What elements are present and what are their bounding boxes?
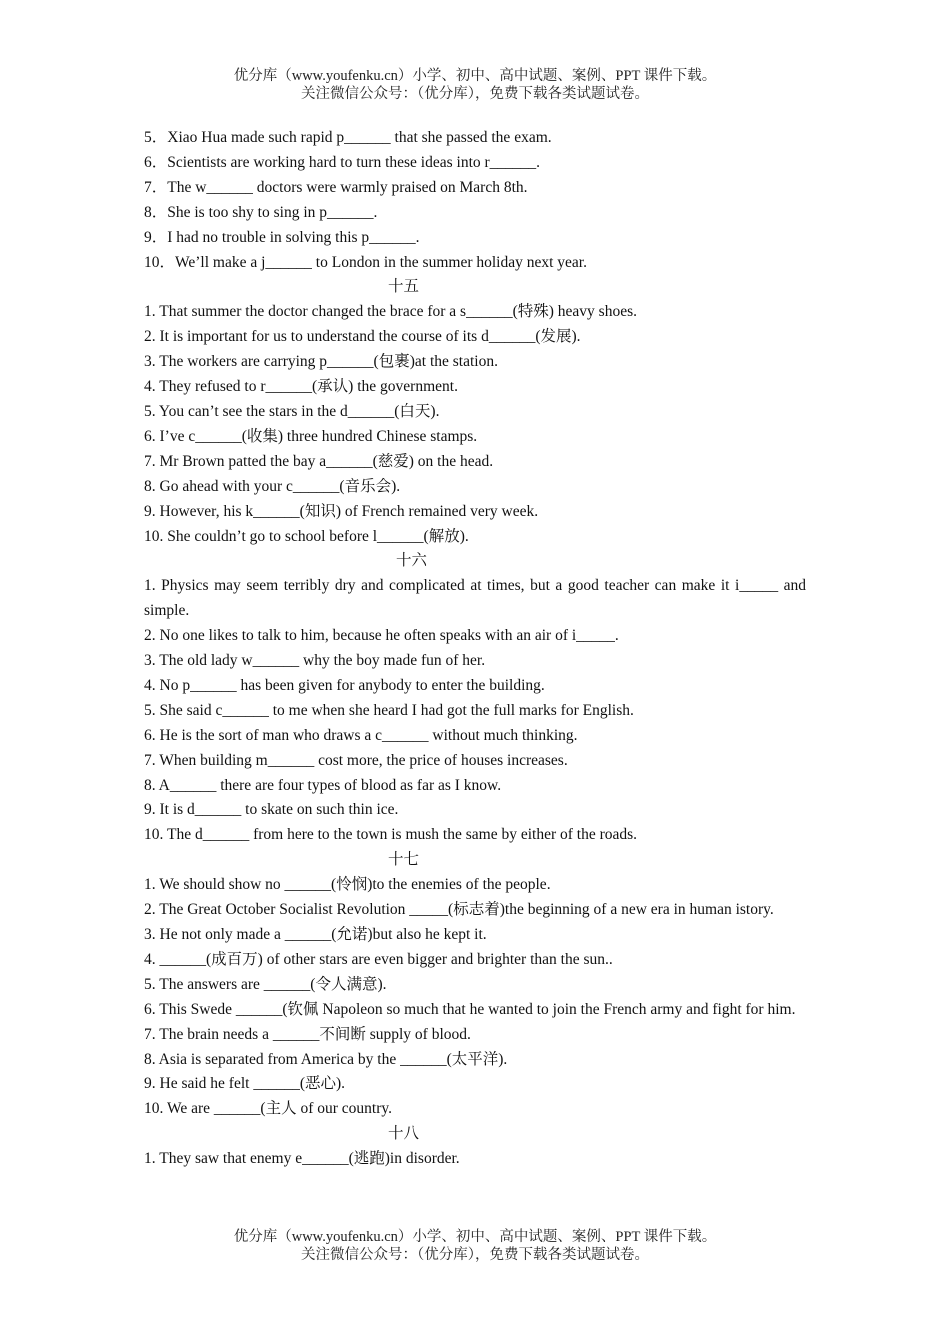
exercise-item: 6. This Swede ______(钦佩 Napoleon so much that he wanted to join the French army and fight for him. bbox=[144, 1000, 796, 1018]
exercise-item: 1. That summer the doctor changed the brace for a s______(特殊) heavy shoes. bbox=[144, 303, 637, 321]
exercise-item: 1. We should show no ______(怜悯)to the enemies of the people. bbox=[144, 876, 551, 894]
exercise-item: 1. Physics may seem terribly dry and complicated at times, but a good teacher can make it i_____ and simple. bbox=[144, 577, 806, 620]
section-heading: 十八 bbox=[388, 1125, 420, 1143]
exercise-item: 7. The brain needs a ______不间断 supply of blood. bbox=[144, 1025, 471, 1043]
exercise-item: 9．I had no trouble in solving this p______. bbox=[144, 228, 420, 246]
footer-line-2: 关注微信公众号：（优分库），免费下载各类试题试卷。 bbox=[301, 1247, 649, 1263]
exercise-item: 10．We’ll make a j______ to London in the summer holiday next year. bbox=[144, 253, 587, 271]
exercise-item: 4. No p______ has been given for anybody to enter the building. bbox=[144, 676, 545, 694]
exercise-item: 7. Mr Brown patted the bay a______(慈爱) on the head. bbox=[144, 452, 494, 470]
exercise-item: 7．The w______ doctors were warmly praised on March 8th. bbox=[144, 178, 528, 196]
exercise-item: 2. It is important for us to understand the course of its d______(发展). bbox=[144, 328, 581, 346]
section-heading: 十六 bbox=[396, 552, 428, 570]
exercise-item: 9. He said he felt ______(恶心). bbox=[144, 1075, 346, 1093]
exercise-item: 2. The Great October Socialist Revolution _____(标志着)the beginning of a new era in human istory. bbox=[144, 901, 774, 919]
exercise-item: 5. The answers are ______(令人满意). bbox=[144, 975, 387, 993]
exercise-item: 1. They saw that enemy e______(逃跑)in disorder. bbox=[144, 1150, 460, 1168]
exercise-item: 5．Xiao Hua made such rapid p______ that she passed the exam. bbox=[144, 129, 552, 146]
exercise-item: 3. The workers are carrying p______(包裹)at the station. bbox=[144, 353, 498, 371]
exercise-item: 3. The old lady w______ why the boy made fun of her. bbox=[144, 652, 486, 670]
section-heading: 十五 bbox=[388, 278, 420, 296]
exercise-item: 8. A______ there are four types of blood as far as I know. bbox=[144, 776, 502, 794]
exercise-item: 6．Scientists are working hard to turn these ideas into r______. bbox=[144, 153, 541, 171]
exercise-content bbox=[144, 126, 806, 1172]
exercise-item: 5. You can’t see the stars in the d______(白天). bbox=[144, 402, 440, 420]
page-header bbox=[0, 67, 950, 103]
section-heading: 十七 bbox=[388, 851, 420, 869]
exercise-item: 5. She said c______ to me when she heard I had got the full marks for English. bbox=[144, 701, 634, 719]
exercise-item: 9. However, his k______(知识) of French remained very week. bbox=[144, 502, 539, 520]
exercise-item: 9. It is d______ to skate on such thin ice. bbox=[144, 801, 399, 819]
exercise-item: 8. Go ahead with your c______(音乐会). bbox=[144, 477, 401, 495]
exercise-item: 4. They refused to r______(承认) the government. bbox=[144, 378, 458, 396]
exercise-item: 3. He not only made a ______(允诺)but also he kept it. bbox=[144, 926, 487, 943]
exercise-item: 8．She is too shy to sing in p______. bbox=[144, 203, 378, 221]
exercise-item: 2. No one likes to talk to him, because he often speaks with an air of i_____. bbox=[144, 627, 619, 645]
exercise-item: 7. When building m______ cost more, the price of houses increases. bbox=[144, 751, 568, 769]
exercise-item: 4. ______(成百万) of other stars are even bigger and brighter than the sun.. bbox=[144, 950, 613, 968]
exercise-item: 6. He is the sort of man who draws a c______ without much thinking. bbox=[144, 726, 578, 744]
footer-line-1: 优分库（www.youfenku.cn）小学、初中、高中试题、案例、PPT 课件下载。 bbox=[233, 1229, 717, 1245]
exercise-item: 10. We are ______(主人 of our country. bbox=[144, 1100, 392, 1118]
exercise-item: 10. She couldn’t go to school before l______(解放). bbox=[144, 527, 469, 545]
page-footer bbox=[0, 1228, 950, 1264]
header-line-2: 关注微信公众号：（优分库），免费下载各类试题试卷。 bbox=[301, 86, 649, 102]
header-line-1: 优分库（www.youfenku.cn）小学、初中、高中试题、案例、PPT 课件下载。 bbox=[233, 68, 717, 84]
exercise-item: 8. Asia is separated from America by the ______(太平洋). bbox=[144, 1050, 508, 1068]
exercise-item: 10. The d______ from here to the town is mush the same by either of the roads. bbox=[144, 826, 638, 844]
exercise-item: 6. I’ve c______(收集) three hundred Chinese stamps. bbox=[144, 427, 478, 445]
